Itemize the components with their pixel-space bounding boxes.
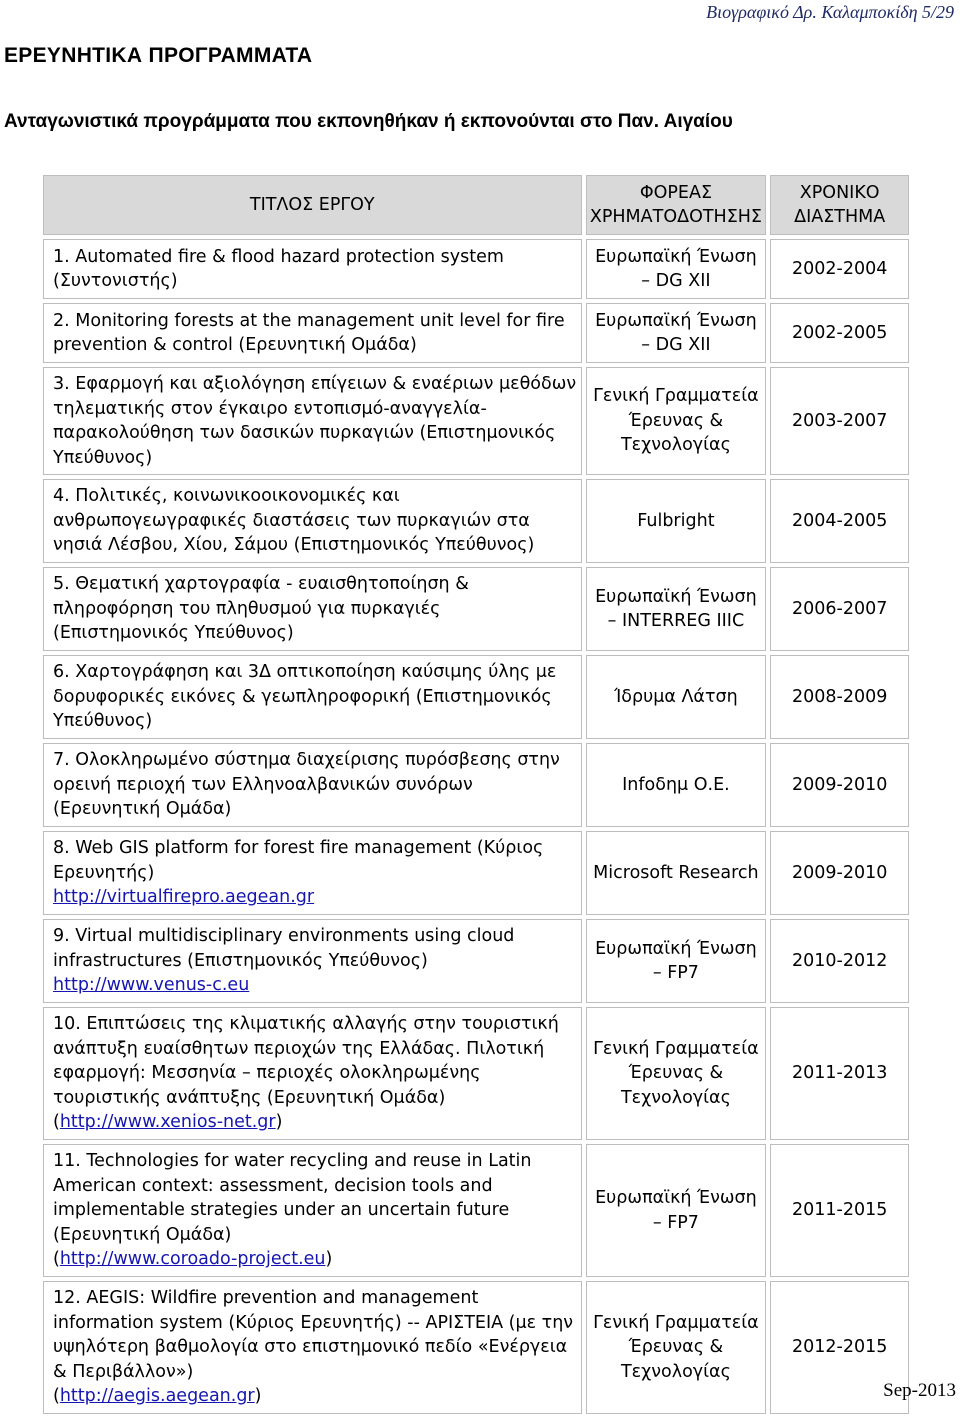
table-row [43, 1144, 909, 1277]
funder-cell: Γενική Γραμματεία Έρευνας & Τεχνολογίας [586, 367, 767, 475]
period-cell: 2004-2005 [770, 479, 909, 563]
running-header: Βιογραφικό Δρ. Καλαμποκίδη 5/29 [706, 2, 954, 22]
project-title-cell [43, 567, 582, 651]
table-row [43, 479, 909, 563]
project-title: 1. Automated fire & flood hazard protection system (Συντονιστής) [53, 246, 504, 291]
table-row [43, 239, 909, 299]
table-row [43, 567, 909, 651]
period-cell: 2009-2010 [770, 831, 909, 915]
table-row [43, 1007, 909, 1140]
project-title-cell: 11. Technologies for water recycling and reuse in Latin American context: assessment, decision tools and implementable strategies under an uncertain future (Ερευνητική Ομάδα) (http://www.coroado-project.eu) [43, 1144, 582, 1277]
funder-cell: Microsoft Research [586, 831, 767, 915]
period-cell: 2009-2010 [770, 743, 909, 827]
project-title-cell: 12. AEGIS: Wildfire prevention and management information system (Κύριος Ερευνητής) -- ΑΡΙΣΤΕΙΑ (με την υψηλότερη βαθμολογία στο επιστημονικό πεδίο «Ενέργεια & Περιβάλλον») (http://aegis.aegean.gr) [43, 1281, 582, 1414]
column-header-funder: ΦΟΡΕΑΣ ΧΡΗΜΑΤΟΔΟΤΗΣΗΣ [586, 175, 767, 235]
project-title: 9. Virtual multidisciplinary environments using cloud infrastructures (Επιστημονικός Υπεύθυνος) [53, 926, 515, 971]
period-cell: 2010-2012 [770, 919, 909, 1003]
funder-cell: Ευρωπαϊκή Ένωση – FP7 [586, 1144, 767, 1277]
table-row [43, 367, 909, 475]
project-title-cell [43, 239, 582, 299]
projects-table [39, 171, 913, 1418]
funder-cell: Ευρωπαϊκή Ένωση – DG XII [586, 239, 767, 299]
project-title: 6. Χαρτογράφηση και 3Δ οπτικοποίηση καύσιμης ύλης με δορυφορικές εικόνες & γεωπληροφορική (Επιστημονικός Υπεύθυνος) [53, 662, 557, 732]
project-title-cell: 10. Επιπτώσεις της κλιματικής αλλαγής στην τουριστική ανάπτυξη ευαίσθητων περιοχών της Ελλάδας. Πιλοτική εφαρμογή: Μεσσηνία – περιοχές ολοκληρωμένης τουριστικής ανάπτυξης (Ερευνητική Ομάδα) (http://www.xenios-net.gr) [43, 1007, 582, 1140]
funder-cell: Ίδρυμα Λάτση [586, 655, 767, 739]
project-title-cell [43, 367, 582, 475]
project-title: 3. Εφαρμογή και αξιολόγηση επίγειων & εναέριων μεθόδων τηλεματικής στον έγκαιρο εντοπισμό-αναγγελία-παρακολούθηση των δασικών πυρκαγιών (Επιστημονικός Υπεύθυνος) [53, 374, 577, 468]
period-cell: 2008-2009 [770, 655, 909, 739]
project-title: 12. AEGIS: Wildfire prevention and management information system (Κύριος Ερευνητής) -- ΑΡΙΣΤΕΙΑ (με την υψηλότερη βαθμολογία στο επιστημονικό πεδίο «Ενέργεια & Περιβάλλον») [53, 1288, 574, 1382]
project-title: 5. Θεματική χαρτογραφία - ευαισθητοποίηση & πληροφόρηση του πληθυσμού για πυρκαγιές (Επιστημονικός Υπεύθυνος) [53, 574, 469, 644]
project-link[interactable]: http://www.xenios-net.gr [59, 1112, 276, 1133]
project-title: 8. Web GIS platform for forest fire management (Κύριος Ερευνητής) [53, 838, 544, 883]
period-cell: 2002-2004 [770, 239, 909, 299]
table-row [43, 655, 909, 739]
footer-date: Sep-2013 [883, 1380, 956, 1401]
period-cell: 2011-2013 [770, 1007, 909, 1140]
period-cell: 2003-2007 [770, 367, 909, 475]
table-row [43, 831, 909, 915]
section-title: ΕΡΕΥΝΗΤΙΚΑ ΠΡΟΓΡΑΜΜΑΤΑ [4, 44, 313, 67]
funder-cell: Ευρωπαϊκή Ένωση – DG XII [586, 303, 767, 363]
column-header-period: ΧΡΟΝΙΚΟ ΔΙΑΣΤΗΜΑ [770, 175, 909, 235]
project-title-cell [43, 655, 582, 739]
funder-cell: Infoδημ Ο.Ε. [586, 743, 767, 827]
project-title: 2. Monitoring forests at the management unit level for fire prevention & control (Ερευνητική Ομάδα) [53, 310, 565, 355]
table-row [43, 919, 909, 1003]
project-title-cell [43, 743, 582, 827]
project-link[interactable]: http://virtualfirepro.aegean.gr [53, 887, 315, 908]
subsection-title: Ανταγωνιστικά προγράμματα που εκπονηθήκαν ή εκπονούνται στο Παν. Αιγαίου [4, 111, 733, 132]
funder-cell: Ευρωπαϊκή Ένωση – FP7 [586, 919, 767, 1003]
funder-cell: Fulbright [586, 479, 767, 563]
project-title: 4. Πολιτικές, κοινωνικοοικονομικές και ανθρωπογεωγραφικές διαστάσεις των πυρκαγιών στα νησιά Λέσβου, Χίου, Σάμου (Επιστημονικός Υπεύθυνος) [53, 486, 535, 556]
project-link[interactable]: http://aegis.aegean.gr [59, 1386, 255, 1407]
table-row [43, 743, 909, 827]
project-title: 7. Ολοκληρωμένο σύστημα διαχείρισης πυρόσβεσης στην ορεινή περιοχή των Ελληνοαλβανικών συνόρων (Ερευνητική Ομάδα) [53, 750, 560, 820]
project-link[interactable]: http://www.venus-c.eu [53, 975, 250, 996]
project-title: 10. Επιπτώσεις της κλιματικής αλλαγής στην τουριστική ανάπτυξη ευαίσθητων περιοχών της Ελλάδας. Πιλοτική εφαρμογή: Μεσσηνία – περιοχές ολοκληρωμένης τουριστικής ανάπτυξης (Ερευνητική Ομάδα) [53, 1014, 559, 1108]
project-title: 11. Technologies for water recycling and reuse in Latin American context: assessment, decision tools and implementable strategies under an uncertain future (Ερευνητική Ομάδα) [53, 1151, 532, 1245]
period-cell: 2006-2007 [770, 567, 909, 651]
column-header-title: ΤΙΤΛΟΣ ΕΡΓΟΥ [43, 175, 582, 235]
funder-cell: Γενική Γραμματεία Έρευνας & Τεχνολογίας [586, 1007, 767, 1140]
project-title-cell [43, 303, 582, 363]
table-row [43, 303, 909, 363]
funder-cell: Ευρωπαϊκή Ένωση – INTERREG IIIC [586, 567, 767, 651]
funder-cell: Γενική Γραμματεία Έρευνας & Τεχνολογίας [586, 1281, 767, 1414]
period-cell: 2002-2005 [770, 303, 909, 363]
period-cell: 2012-2015 [770, 1281, 909, 1414]
table-row [43, 1281, 909, 1414]
project-title-cell [43, 831, 582, 915]
project-title-cell [43, 919, 582, 1003]
project-link[interactable]: http://www.coroado-project.eu [59, 1249, 326, 1270]
period-cell: 2011-2015 [770, 1144, 909, 1277]
table-header-row [43, 175, 909, 235]
project-title-cell [43, 479, 582, 563]
